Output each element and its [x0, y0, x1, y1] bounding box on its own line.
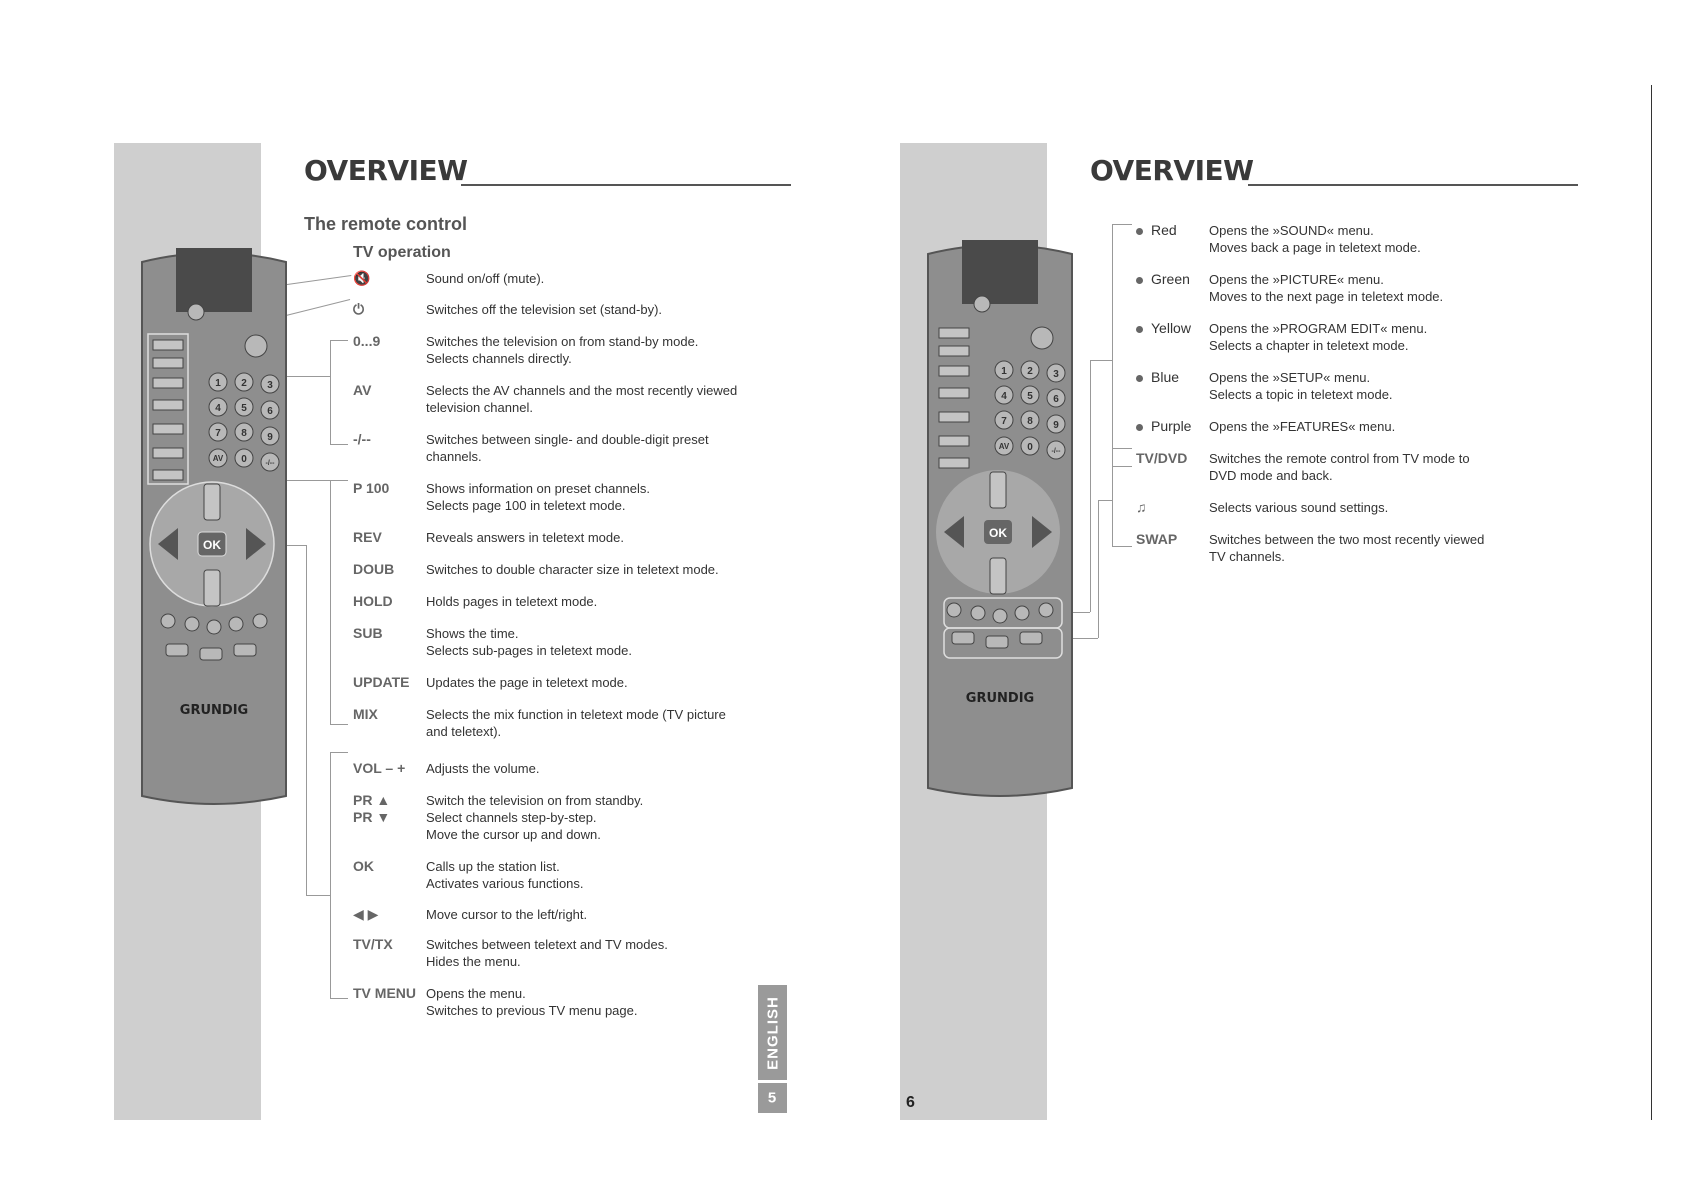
right-page [842, 0, 1684, 1190]
description-line: Moves to the next page in teletext mode. [1209, 289, 1444, 304]
language-tab-label: ENGLISH [764, 995, 781, 1070]
description-line: and teletext). [426, 724, 502, 739]
page-number: 6 [906, 1094, 915, 1111]
row-key-label: HOLD [353, 593, 393, 609]
row-description [426, 301, 662, 318]
bracket-line [330, 340, 348, 341]
description-line: Move cursor to the left/right. [426, 907, 588, 922]
row-key [353, 529, 382, 546]
row-key [1136, 450, 1187, 467]
row-key-label: DOUB [353, 561, 395, 577]
color-bullet [1136, 326, 1143, 333]
row-description [426, 333, 698, 367]
svg-text:6: 6 [267, 406, 273, 417]
sub-title: TV operation [353, 244, 451, 261]
row-key [353, 985, 416, 1002]
language-tab [758, 985, 787, 1080]
remote-control-illustration [138, 248, 290, 808]
description-line: Switches the television on from stand-by mode. [426, 334, 699, 349]
svg-text:9: 9 [267, 432, 273, 443]
row-key-label: UPDATE [353, 674, 410, 690]
row-key [353, 625, 383, 642]
svg-text:8: 8 [241, 428, 247, 439]
svg-text:4: 4 [1001, 391, 1007, 402]
row-key-label: ♫ [1136, 499, 1147, 515]
svg-text:1: 1 [215, 378, 221, 389]
row-description [426, 625, 632, 659]
svg-text:3: 3 [267, 380, 273, 391]
bracket-line [306, 545, 307, 895]
row-description [426, 270, 544, 287]
section-title: The remote control [304, 214, 468, 234]
page-number: 5 [767, 1089, 778, 1107]
bracket-line [1098, 500, 1099, 638]
bracket-line [1112, 224, 1113, 466]
row-description [426, 792, 643, 843]
row-key [1136, 271, 1190, 288]
row-key-label: VOL – + [353, 760, 406, 776]
svg-text:9: 9 [1053, 420, 1059, 431]
description-line: Selects a topic in teletext mode. [1209, 387, 1393, 402]
row-key [1136, 369, 1179, 386]
bracket-line [1112, 546, 1132, 547]
bracket-line [1112, 448, 1113, 546]
svg-text:OK: OK [203, 538, 221, 552]
row-key [353, 593, 393, 610]
row-description [1209, 418, 1395, 435]
page-title: OVERVIEW [1090, 154, 1254, 187]
row-description [426, 561, 719, 578]
svg-text:8: 8 [1027, 416, 1033, 427]
bracket-line [330, 752, 348, 753]
remote-control-illustration [924, 240, 1076, 800]
row-key-label: AV [353, 382, 372, 398]
leader-line [286, 299, 350, 316]
description-line: Switches between teletext and TV modes. [426, 937, 668, 952]
row-key [353, 480, 389, 497]
row-description [426, 985, 638, 1019]
bracket-line [306, 895, 330, 896]
color-bullet [1136, 228, 1143, 235]
row-key-label: Purple [1151, 418, 1192, 434]
bracket-line [1090, 360, 1091, 612]
row-key [353, 792, 390, 826]
description-line: Switches off the television set (stand-by). [426, 302, 663, 317]
row-key-label: P 100 [353, 480, 390, 496]
svg-text:4: 4 [215, 403, 221, 414]
color-bullet [1136, 375, 1143, 382]
row-key [353, 936, 393, 953]
row-description [426, 382, 737, 416]
description-line: Adjusts the volume. [426, 761, 540, 776]
bracket-line [1098, 500, 1112, 501]
row-description [426, 760, 539, 777]
description-line: Selects the mix function in teletext mode (TV picture [426, 707, 726, 722]
description-line: Selects various sound settings. [1209, 500, 1389, 515]
description-line: TV channels. [1209, 549, 1285, 564]
row-description [1209, 320, 1427, 354]
row-key-label: ◀ ▶ [353, 906, 379, 922]
description-line: Switches between the two most recently viewed [1209, 532, 1485, 547]
title-rule [1248, 184, 1578, 186]
bracket-line [330, 724, 348, 725]
row-key [1136, 222, 1177, 239]
svg-text:2: 2 [241, 378, 247, 389]
description-line: Reveals answers in teletext mode. [426, 530, 624, 545]
row-description [426, 431, 709, 465]
svg-text:7: 7 [215, 428, 221, 439]
row-key-label: -/-- [353, 431, 371, 447]
row-key [353, 333, 380, 350]
svg-text:GRUNDIG: GRUNDIG [179, 703, 249, 718]
description-line: Switch the television on from standby. [426, 793, 644, 808]
color-bullet [1136, 424, 1143, 431]
row-key [353, 906, 378, 923]
description-line: Switches to double character size in teletext mode. [426, 562, 719, 577]
row-description [1209, 222, 1421, 256]
svg-text:0: 0 [241, 454, 247, 465]
row-key-label: TV/TX [353, 936, 393, 952]
svg-text:0: 0 [1027, 442, 1033, 453]
bracket-line [330, 480, 348, 481]
row-key [1136, 499, 1147, 516]
row-key-label: TV MENU [353, 985, 416, 1001]
row-description [1209, 369, 1393, 403]
page-title: OVERVIEW [304, 154, 468, 187]
description-line: Holds pages in teletext mode. [426, 594, 598, 609]
row-description [1209, 499, 1388, 516]
row-key-label: SUB [353, 625, 383, 641]
row-key-label: Blue [1151, 369, 1180, 385]
row-key [1136, 320, 1191, 337]
row-key-label: 0...9 [353, 333, 381, 349]
svg-text:AV: AV [998, 442, 1010, 451]
row-key-label: TV/DVD [1136, 450, 1188, 466]
bracket-line [330, 340, 331, 444]
svg-text:5: 5 [1027, 391, 1033, 402]
bracket-line [1090, 360, 1112, 361]
row-description [1209, 271, 1443, 305]
description-line: Moves back a page in teletext mode. [1209, 240, 1421, 255]
row-description [426, 529, 624, 546]
bracket-line [330, 480, 331, 725]
description-line: Updates the page in teletext mode. [426, 675, 628, 690]
description-line: Selects the AV channels and the most recently viewed [426, 383, 738, 398]
bracket-line [330, 752, 331, 999]
row-key-label: SWAP [1136, 531, 1178, 547]
row-description [426, 480, 650, 514]
row-key [353, 382, 371, 399]
row-key [353, 561, 394, 578]
description-line: Selects channels directly. [426, 351, 572, 366]
description-line: Calls up the station list. [426, 859, 560, 874]
svg-text:-/--: -/-- [265, 460, 275, 467]
row-key-label: OK [353, 858, 374, 874]
bracket-line [1112, 224, 1132, 225]
description-line: Switches the remote control from TV mode to [1209, 451, 1470, 466]
description-line: Opens the menu. [426, 986, 526, 1001]
row-key-label: Red [1151, 222, 1177, 238]
row-key [353, 706, 378, 723]
description-line: Switches to previous TV menu page. [426, 1003, 638, 1018]
row-key-label: PR ▲ PR ▼ [353, 792, 391, 825]
description-line: DVD mode and back. [1209, 468, 1333, 483]
row-key-label: REV [353, 529, 382, 545]
row-description [1209, 531, 1484, 565]
description-line: Select channels step-by-step. [426, 810, 597, 825]
row-key-label: Green [1151, 271, 1190, 287]
row-description [426, 593, 597, 610]
svg-text:AV: AV [212, 454, 224, 463]
row-key [1136, 418, 1191, 435]
bracket-line [330, 444, 348, 445]
svg-text:5: 5 [241, 403, 247, 414]
leader-line [280, 275, 351, 286]
description-line: Selects sub-pages in teletext mode. [426, 643, 632, 658]
row-description [1209, 450, 1470, 484]
row-key-label: MIX [353, 706, 378, 722]
description-line: Opens the »PROGRAM EDIT« menu. [1209, 321, 1428, 336]
description-line: Move the cursor up and down. [426, 827, 601, 842]
row-key [353, 760, 405, 777]
title-rule [461, 184, 791, 186]
description-line: Sound on/off (mute). [426, 271, 545, 286]
description-line: television channel. [426, 400, 533, 415]
row-key-label: Yellow [1151, 320, 1191, 336]
row-key [1136, 531, 1177, 548]
page-edge-line [1651, 85, 1652, 1120]
description-line: Selects a chapter in teletext mode. [1209, 338, 1409, 353]
svg-text:7: 7 [1001, 416, 1007, 427]
description-line: Hides the menu. [426, 954, 521, 969]
row-description [426, 936, 668, 970]
description-line: Opens the »SETUP« menu. [1209, 370, 1371, 385]
bracket-line [1112, 448, 1132, 449]
row-key-label: 🔇 [353, 270, 371, 286]
svg-text:2: 2 [1027, 366, 1033, 377]
description-line: Opens the »PICTURE« menu. [1209, 272, 1384, 287]
svg-text:OK: OK [989, 526, 1007, 540]
color-bullet [1136, 277, 1143, 284]
bracket-line [330, 998, 348, 999]
svg-text:6: 6 [1053, 394, 1059, 405]
row-key [353, 674, 410, 691]
description-line: Opens the »FEATURES« menu. [1209, 419, 1396, 434]
row-key-label: ⏻ [353, 301, 365, 317]
page-number-box [758, 1083, 787, 1113]
svg-text:-/--: -/-- [1051, 448, 1061, 455]
description-line: Switches between single- and double-digit preset [426, 432, 709, 447]
description-line: Shows information on preset channels. [426, 481, 651, 496]
row-key [353, 431, 371, 448]
svg-text:GRUNDIG: GRUNDIG [965, 691, 1035, 706]
description-line: Activates various functions. [426, 876, 584, 891]
row-description [426, 706, 726, 740]
description-line: channels. [426, 449, 482, 464]
row-description [426, 674, 628, 691]
description-line: Opens the »SOUND« menu. [1209, 223, 1374, 238]
row-key [353, 858, 374, 875]
row-key [353, 301, 364, 318]
svg-text:1: 1 [1001, 366, 1007, 377]
row-description [426, 906, 587, 923]
row-key [353, 270, 370, 287]
svg-text:3: 3 [1053, 369, 1059, 380]
description-line: Shows the time. [426, 626, 519, 641]
bracket-line [1112, 466, 1132, 467]
row-description [426, 858, 584, 892]
description-line: Selects page 100 in teletext mode. [426, 498, 626, 513]
